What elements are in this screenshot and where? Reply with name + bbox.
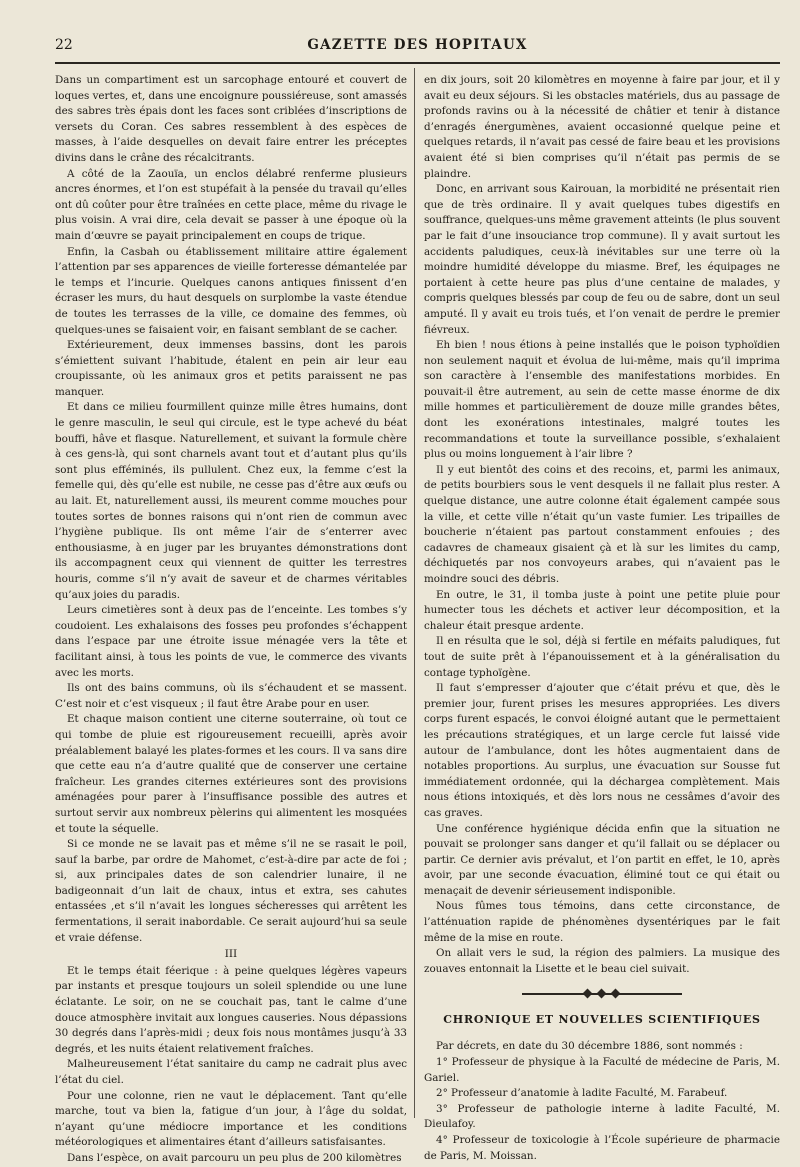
decree-list [424, 1055, 780, 1164]
paragraph: Dans l’espèce, on avait parcouru un peu plus de 200 kilomètres [67, 1151, 402, 1164]
paragraph: Extérieurement, deux immenses bassins, dont les parois s’émiettent suivant l’habitude, étalent en pein air leur eau croupissante, où les animaux gros et petits paraissent ne pas manquer. [55, 339, 407, 398]
paragraph: Il y eut bientôt des coins et des recoins, et, parmi les animaux, de petits bourbiers sous le vent desquels il ne fallait plus rester. A quelque distance, une autre colonne était également campée sous la ville, et cette ville n’était qu’un vaste fumier. Les tripailles de boucherie n’étaient pas partout constamment enfouies ; des cadavres de chameaux gisaient çà et là sur les limites du camp, déchiquetés par nos convoyeurs arabes, qui n’avaient pas le moindre souci des débris. [424, 463, 780, 585]
header-rule [55, 62, 780, 64]
page-header [55, 37, 780, 59]
section-title: CHRONIQUE ET NOUVELLES SCIENTIFIQUES [443, 1013, 761, 1027]
column-divider [414, 68, 415, 1118]
paragraph: Et chaque maison contient une citerne souterraine, où tout ce qui tombe de pluie est rigoureusement recueilli, après avoir préalablement balayé les plates-formes et les cours. Il va sans dire que cette eau n’a d’autre qualité que de conserver une certaine fraîcheur. Les grandes citernes extérieures sont des provisions aménagées pour parer à l’insuffisance possible des autres et surtout servir aux nombreux pèlerins qui alimentent les mosquées et toute la séquelle. [55, 713, 407, 835]
list-item: 3° Professeur de pathologie interne à ladite Faculté, M. Dieulafoy. [424, 1102, 780, 1131]
paragraph: Et dans ce milieu fourmillent quinze mille êtres humains, dont le genre masculin, le seul qui circule, est le type achevé du béat bouffi, hâve et flasque. Naturellement, et suivant la formule chère à ces gens-là, qui sont charnels avant tout et d’autant plus qu’ils sont plus efféminés, ils pullulent. Chez eux, la femme c’est la femelle qui, dès qu’elle est nubile, ne cesse pas d’être aux œufs ou au lait. Et, naturellement aussi, ils meurent comme mouches pour toutes sortes de bonnes raisons qui n’ont rien de commun avec l’hygiène publique. Ils ont même l’air de s’enterrer avec enthousiasme, à en juger par les bruyantes démonstrations dont ils accompagnent ceux qui viennent de quitter les terrestres houris, comme s’il n’y avait de saveur et de charmes véritables qu’aux joies du paradis. [55, 401, 407, 601]
paragraph: Pour une colonne, rien ne vaut le déplacement. Tant qu’elle marche, tout va bien la, fatigue d’un jour, à l’âge du soldat, n’ayant qu’une médiocre importance et les conditions météorologiques et alimentaires étant d’ailleurs satisfaisantes. [55, 1089, 407, 1149]
paragraph-continuation: en dix jours, soit 20 kilomètres en moyenne à faire par jour, et il y avait eu deux séjours. Si les obstacles matériels, dus au passage de profonds ravins ou à la nécessité de châtier et tenir à distance d’enragés énergumènes, avaient occasionné quelque peine et quelques retards, il n’avait pas cessé de faire beau et les provisions avaient été si bien comprises qu’il n’était pas permis de se plaindre. [424, 74, 780, 180]
left-column [55, 73, 407, 1167]
page-number: 22 [55, 37, 73, 53]
list-item: 2° Professeur d’anatomie à ladite Faculté, M. Farabeuf. [436, 1087, 728, 1100]
section-numeral: III [224, 948, 238, 961]
paragraph: Et le temps était féerique : à peine quelques légères vapeurs par instants et presque toujours un soleil splendide ou une lune éclatante. Le soir, on ne se couchait pas, tant le calme d’une douce atmosphère invitait aux longues causeries. Nous dépassions 30 degrés dans l’après-midi ; deux fois nous montâmes jusqu’à 33 degrés, et les nuits étaient relativement fraîches. [55, 964, 407, 1055]
paragraph: A côté de la Zaouïa, un enclos délabré renferme plusieurs ancres énormes, et l’on est stupéfait à la pensée du travail qu’elles ont dû coûter pour être traînées en cette place, même du rivage le plus voisin. A vrai dire, cela devait se passer à une époque où la main d’œuvre se payait principalement en coups de trique. [55, 167, 407, 242]
paragraph: Leurs cimetières sont à deux pas de l’enceinte. Les tombes s’y coudoient. Les exhalaisons des fosses peu profondes s’échappent dans l’espace par une étroite issue ménagée vers la tête et facilitant ainsi, à tous les points de vue, le commerce des vivants avec les morts. [55, 604, 407, 679]
paragraph: Malheureusement l’état sanitaire du camp ne cadrait plus avec l’état du ciel. [55, 1058, 407, 1086]
paragraph: En outre, le 31, il tomba juste à point une petite pluie pour humecter tous les déchets et activer leur décomposition, et la chaleur était presque ardente. [424, 588, 780, 632]
journal-title: GAZETTE DES HOPITAUX [307, 37, 528, 53]
paragraph: Nous fûmes tous témoins, dans cette circonstance, de l’atténuation rapide de phénomènes dysentériques par le fait même de la mise en route. [424, 900, 780, 944]
right-column [424, 73, 780, 1164]
paragraph: Eh bien ! nous étions à peine installés que le poison typhoïdien non seulement naquit et évolua de lui-même, mais qu’il imprima son caractère à l’ensemble des manifestations morbides. En pouvait-il être autrement, au sein de cette masse énorme de dix mille hommes et particulièrement de douze mille grandes bêtes, dont les exonérations intestinales, malgré toutes les recommandations et toute la surveillance possible, s’exhalaient plus ou moins longuement à l’air libre ? [424, 339, 780, 461]
paragraph: Dans un compartiment est un sarcophage entouré et couvert de loques vertes, et, dans une encoignure poussiéreuse, sont amassés des sabres très épais dont les faces sont criblées d’inscriptions de versets du Coran. Ces sabres ressemblent à des espèces de masses, à l’aide desquelles on devait faire entrer les préceptes divins dans le crâne des récalcitrants. [55, 74, 407, 164]
paragraph: On allait vers le sud, la région des palmiers. La musique des zouaves entonnait la Lisette et le beau ciel suivait. [424, 947, 780, 975]
paragraph: Donc, en arrivant sous Kairouan, la morbidité ne présentait rien que de très ordinaire. Il y avait quelques tubes digestifs en souffrance, quelques-uns même gravement atteints (le plus souvent par le fait d’une insouciance trop commune). Il y avait surtout les accidents paludiques, ceux-là inévitables sur une terre où la moindre humidité développe du miasme. Bref, les équipages ne portaient à cette heure pas plus d’une centaine de malades, y compris quelques blessés par coup de feu ou de sabre, dont un seul amputé. Il y avait eu trois tués, et l’on venait de perdre le premier fiévreux. [424, 183, 780, 336]
list-item: 1° Professeur de physique à la Faculté de médecine de Paris, M. Gariel. [424, 1056, 780, 1084]
list-item: 4° Professeur de toxicologie à l’École supérieure de pharmacie de Paris, M. Moissan. [424, 1134, 780, 1162]
decree-intro: Par décrets, en date du 30 décembre 1886, sont nommés : [436, 1040, 743, 1053]
section-ornament [522, 990, 682, 998]
paragraph: Il en résulta que le sol, déjà si fertile en méfaits paludiques, fut tout de suite prêt à l’épanouissement et à la généralisation du contage typhoïgène. [424, 635, 780, 679]
paragraph: Enfin, la Casbah ou établissement militaire attire également l’attention par ses apparences de vieille forteresse démantelée par le temps et l’incurie. Quelques canons antiques finissent d’en écraser les murs, du haut desquels on surplombe la vaste étendue de toutes les terrasses de la ville, ce domaine des femmes, où quelques-unes se faisaient voir, en faisant semblant de se cacher. [55, 245, 407, 336]
paragraph: Si ce monde ne se lavait pas et même s’il ne se rasait le poil, sauf la barbe, par ordre de Mahomet, c’est-à-dire par acte de foi ; si, aux principales dates de son calendrier lunaire, il ne badigeonnait d’un lait de chaux, intus et extra, ses cahutes entassées ,et s’il n’avait les longues sécheresses qui arrêtent les fermentations, il serait inabordable. Ce serait aujourd’hui sa seule et vraie défense. [55, 838, 407, 944]
paragraph: Il faut s’empresser d’ajouter que c’était prévu et que, dès le premier jour, furent prises les mesures appropriées. Les divers corps furent espacés, le convoi éloigné autant que le permettaient les précautions stratégiques, et un large cercle fut laissé vide autour de l’ambulance, dont les hôtes augmentaient dans de notables proportions. Au surplus, une évacuation sur Sousse fut immédiatement ordonnée, qui la déchargea complètement. Mais nous étions intoxiqués, et dès lors nous ne cessâmes d’avoir des cas graves. [424, 682, 780, 819]
paragraph: Une conférence hygiénique décida enfin que la situation ne pouvait se prolonger sans danger et qu’il fallait ou se déplacer ou partir. Ce dernier avis prévalut, et l’on partit en effet, le 10, après avoir, par une seconde évacuation, éliminé tout ce qui était ou menaçait de devenir sérieusement indisponible. [424, 822, 780, 897]
paragraph: Ils ont des bains communs, où ils s’échaudent et se massent. C’est noir et c’est visqueux ; il faut être Arabe pour en user. [55, 682, 407, 710]
